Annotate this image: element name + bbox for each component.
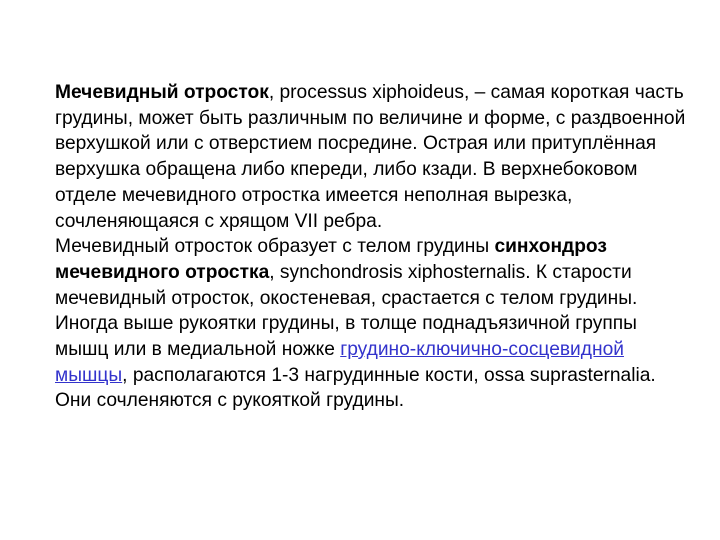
sternocleidomastoid-link[interactable]: грудино-ключично-сосцевидной мышцы (55, 339, 624, 386)
paragraph-text: , располагаются 1-3 нагрудинные кости, ossa suprasternalia. Они сочленяются с рукояткой грудины. (55, 364, 656, 412)
paragraph-text: , processus xiphoideus, – самая короткая часть грудины, может быть различным по величине и форме, с раздвоенной верхушкой или с отверстием посредине. Острая или притуплённая верхушка обращена либо кпереди, либо кзади. В верхнебоковом отделе мечевидного отростка имеется неполная вырезка, сочленяющаяся с хрящом VII ребра. (55, 82, 686, 232)
paragraph-text: , synchondrosis xiphosternalis. К старости мечевидный отросток, окостеневая, срастается с телом грудины. (55, 261, 638, 309)
paragraph-synchondrosis (55, 234, 695, 311)
paragraph-text: Иногда выше рукоятки грудины, в толще поднадъязичной группы мышц или в медиальной ножке (55, 313, 637, 361)
paragraph-text: Мечевидный отросток образует с телом грудины (55, 236, 495, 258)
term-xiphoid-process: Мечевидный отросток (55, 82, 269, 103)
paragraph-suprasternal-bones (55, 311, 695, 414)
paragraph-xiphoid-process (55, 80, 695, 234)
body-text (55, 80, 695, 414)
term-synchondrosis: синхондроз мечевидного отростка (55, 236, 607, 283)
